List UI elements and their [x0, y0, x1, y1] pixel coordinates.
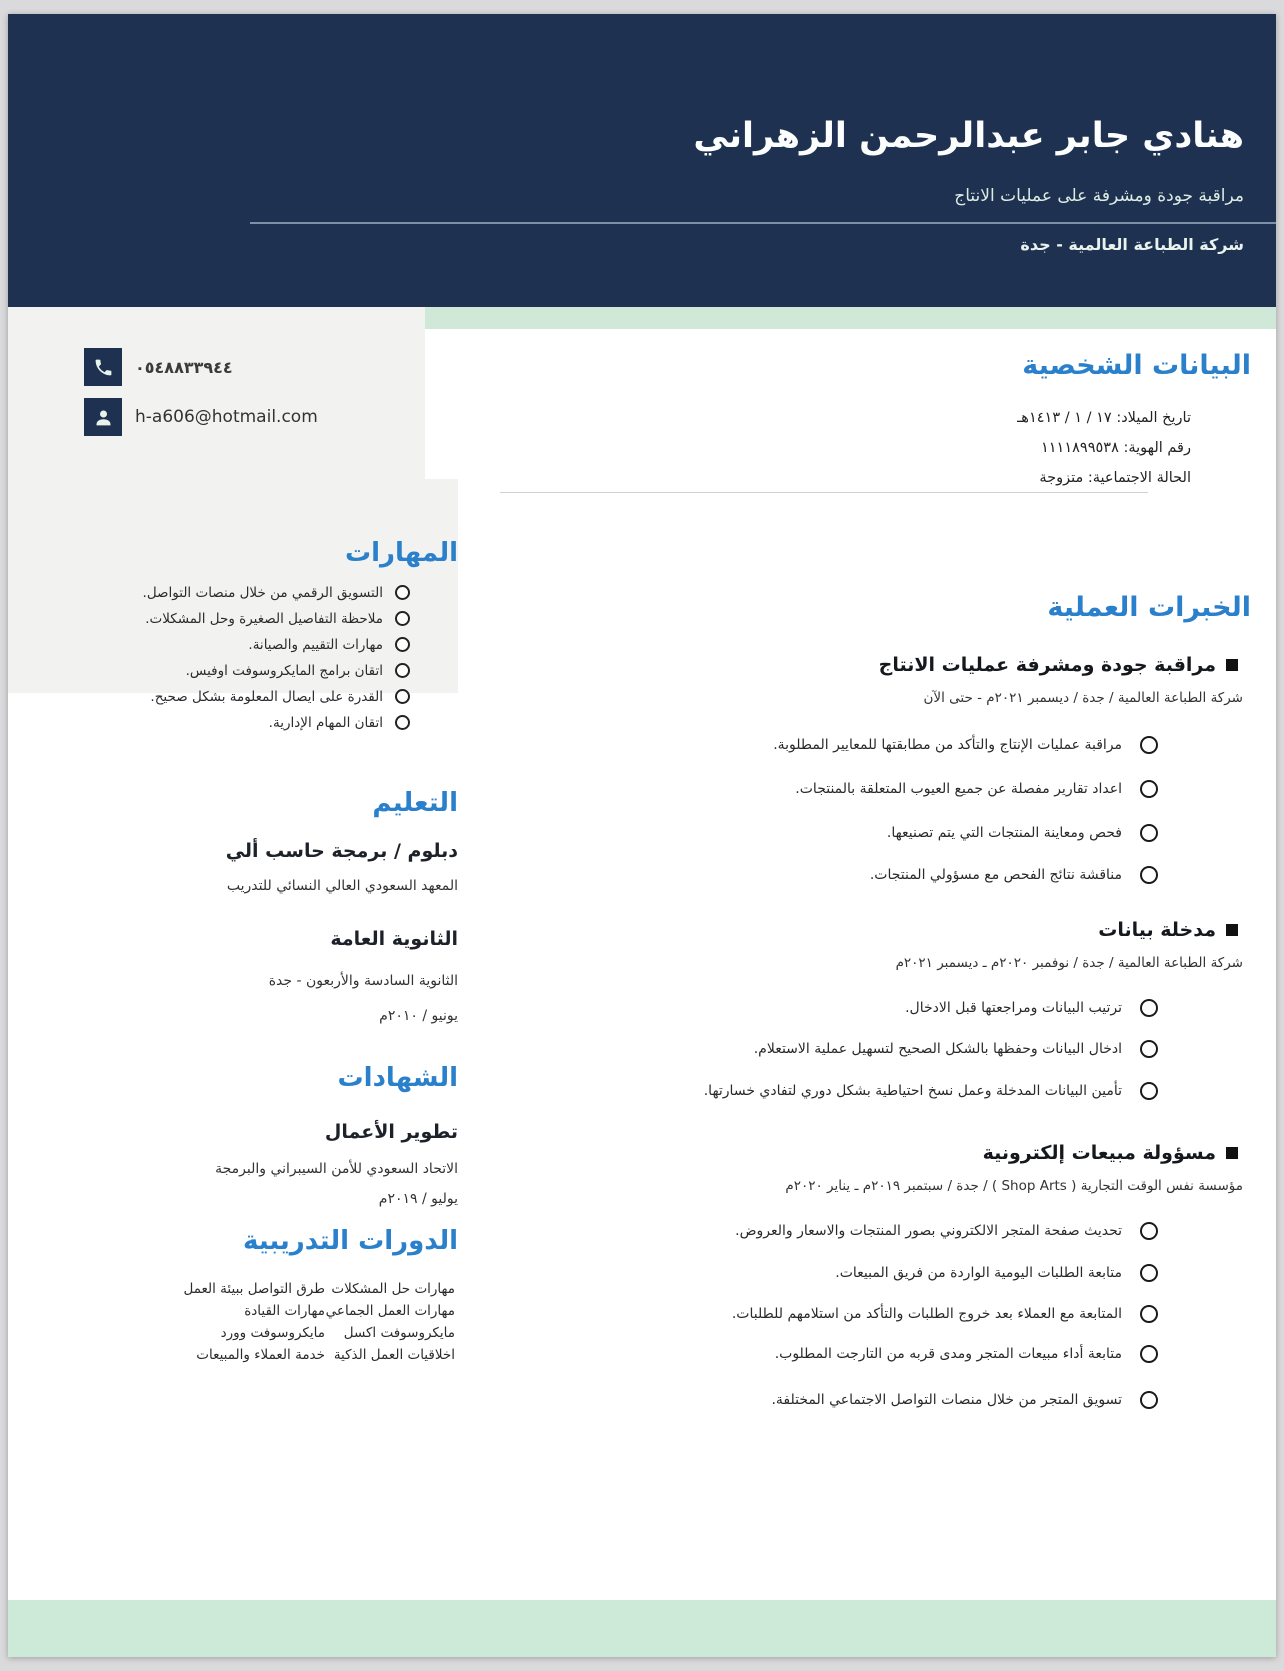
- circle-bullet-icon: [1140, 780, 1158, 798]
- circle-bullet-icon: [395, 689, 410, 704]
- skill-item: [8, 610, 458, 627]
- job-title-label: مدخلة بيانات: [1098, 919, 1216, 941]
- job-meta: شركة الطباعة العالمية / جدة / نوفمبر ٢٠٢٠م ـ ديسمبر ٢٠٢١م: [895, 955, 1243, 971]
- job-bullet-text: تحديث صفحة المتجر الالكتروني بصور المنتجات والاسعار والعروض.: [735, 1223, 1122, 1239]
- circle-bullet-icon: [395, 663, 410, 678]
- skill-label: التسويق الرقمي من خلال منصات التواصل.: [142, 584, 383, 601]
- certificate-issuer: الاتحاد السعودي للأمن السيبراني والبرمجة: [215, 1161, 458, 1177]
- personal-section-title: البيانات الشخصية: [1022, 350, 1251, 381]
- circle-bullet-icon: [395, 585, 410, 600]
- skill-label: مهارات التقييم والصيانة.: [248, 636, 383, 653]
- job-meta: مؤسسة نفس الوقت التجارية ( Shop Arts ) / جدة / سبتمبر ٢٠١٩م ـ يناير ٢٠٢٠م: [785, 1178, 1243, 1194]
- circle-bullet-icon: [1140, 1264, 1158, 1282]
- job-bullet-text: المتابعة مع العملاء بعد خروج الطلبات والتأكد من استلامهم للطلبات.: [731, 1306, 1122, 1322]
- circle-bullet-icon: [1140, 824, 1158, 842]
- circle-bullet-icon: [1140, 1040, 1158, 1058]
- course-item: مهارات القيادة: [244, 1303, 325, 1319]
- job-bullet: [775, 1345, 1158, 1363]
- section-divider: [500, 492, 1148, 493]
- phone-row: [84, 347, 233, 387]
- skill-item: [8, 688, 458, 705]
- job-bullet: [887, 824, 1158, 842]
- resume-page: [8, 14, 1276, 1657]
- job-bullet-text: مراقبة عمليات الإنتاج والتأكد من مطابقتها للمعايير المطلوبة.: [773, 737, 1122, 753]
- phone-icon: [84, 348, 122, 386]
- header-banner: [8, 14, 1276, 307]
- job-bullet-text: فحص ومعاينة المنتجات التي يتم تصنيعها.: [886, 825, 1122, 841]
- circle-bullet-icon: [1140, 1391, 1158, 1409]
- job-bullet: [704, 1082, 1158, 1100]
- course-item: مايكروسوفت اكسل: [343, 1325, 455, 1341]
- job-bullet-text: متابعة الطلبات اليومية الواردة من فريق المبيعات.: [835, 1265, 1122, 1281]
- sidebar-contact-panel: [8, 307, 425, 481]
- education-school: الثانوية السادسة والأربعون - جدة: [268, 973, 458, 989]
- certificate-name: تطوير الأعمال: [324, 1121, 458, 1143]
- job-bullet-text: تأمين البيانات المدخلة وعمل نسخ احتياطية بشكل دوري لتفادي خسارتها.: [703, 1083, 1122, 1099]
- circle-bullet-icon: [395, 637, 410, 652]
- education-degree: دبلوم / برمجة حاسب ألي: [225, 840, 458, 862]
- job-title: [983, 1142, 1238, 1164]
- person-icon: [84, 398, 122, 436]
- job-bullet: [905, 999, 1158, 1017]
- square-bullet-icon: [1226, 924, 1238, 936]
- circle-bullet-icon: [395, 611, 410, 626]
- job-bullet: [735, 1222, 1158, 1240]
- job-bullet-text: تسويق المتجر من خلال منصات التواصل الاجتماعي المختلفة.: [771, 1392, 1122, 1408]
- certificates-section-title: الشهادات: [337, 1063, 458, 1093]
- skill-label: القدرة على ايصال المعلومة بشكل صحيح.: [150, 688, 383, 705]
- circle-bullet-icon: [1140, 1345, 1158, 1363]
- skills-section-title: المهارات: [344, 538, 458, 568]
- skill-label: اتقان برامج المايكروسوفت اوفيس.: [185, 662, 383, 679]
- square-bullet-icon: [1226, 659, 1238, 671]
- circle-bullet-icon: [1140, 1082, 1158, 1100]
- job-bullet-text: مناقشة نتائج الفحص مع مسؤولي المنتجات.: [869, 867, 1122, 883]
- education-section-title: التعليم: [372, 788, 458, 818]
- skill-label: ملاحظة التفاصيل الصغيرة وحل المشكلات.: [145, 610, 383, 627]
- job-bullet-text: ادخال البيانات وحفظها بالشكل الصحيح لتسهيل عملية الاستعلام.: [753, 1041, 1122, 1057]
- skills-list: [8, 584, 458, 731]
- top-green-strip: [425, 307, 1276, 329]
- course-item: مايكروسوفت وورد: [220, 1325, 325, 1341]
- job-bullet: [754, 1040, 1158, 1058]
- course-item: مهارات حل المشكلات: [331, 1281, 455, 1297]
- job-bullet-text: متابعة أداء مبيعات المتجر ومدى قربه من التارجت المطلوب.: [774, 1346, 1122, 1362]
- circle-bullet-icon: [1140, 736, 1158, 754]
- course-item: مهارات العمل الجماعي: [325, 1303, 455, 1319]
- course-item: طرق التواصل ببيئة العمل: [183, 1281, 325, 1297]
- job-title: [1098, 919, 1238, 941]
- skill-item: [8, 584, 458, 601]
- courses-section-title: الدورات التدريبية: [243, 1226, 458, 1256]
- education-school: المعهد السعودي العالي النسائي للتدريب: [226, 878, 458, 894]
- header-divider: [250, 222, 1276, 224]
- course-item: خدمة العملاء والمبيعات: [196, 1347, 325, 1363]
- circle-bullet-icon: [1140, 999, 1158, 1017]
- job-meta: شركة الطباعة العالمية / جدة / ديسمبر ٢٠٢١م - حتى الآن: [923, 690, 1243, 706]
- course-item: اخلاقيات العمل الذكية: [333, 1347, 455, 1363]
- circle-bullet-icon: [395, 715, 410, 730]
- candidate-job-title: مراقبة جودة ومشرفة على عمليات الانتاج: [954, 186, 1244, 206]
- skill-item: [8, 662, 458, 679]
- job-bullet: [795, 780, 1158, 798]
- job-bullet: [870, 866, 1158, 884]
- education-date: يونيو / ٢٠١٠م: [379, 1008, 458, 1024]
- marital-status: الحالة الاجتماعية: متزوجة: [1039, 470, 1191, 486]
- certificate-date: يوليو / ٢٠١٩م: [378, 1191, 458, 1207]
- email-row: [84, 397, 318, 437]
- experience-section-title: الخبرات العملية: [1047, 592, 1251, 623]
- skill-label: اتقان المهام الإدارية.: [268, 714, 383, 731]
- job-bullet: [835, 1264, 1158, 1282]
- courses-table: [8, 1281, 455, 1363]
- job-bullet: [732, 1305, 1158, 1323]
- job-title-label: مراقبة جودة ومشرفة عمليات الانتاج: [878, 654, 1216, 676]
- circle-bullet-icon: [1140, 1305, 1158, 1323]
- bottom-green-strip: [8, 1600, 1276, 1657]
- job-bullet-text: اعداد تقارير مفصلة عن جميع العيوب المتعلقة بالمنتجات.: [795, 781, 1122, 797]
- job-title-label: مسؤولة مبيعات إلكترونية: [982, 1142, 1216, 1164]
- circle-bullet-icon: [1140, 866, 1158, 884]
- job-bullet: [773, 736, 1158, 754]
- id-number: رقم الهوية: ١١١١٨٩٩٥٣٨: [1040, 440, 1191, 456]
- skill-item: [8, 714, 458, 731]
- phone-number: ٠٥٤٨٨٣٣٩٤٤: [135, 357, 233, 377]
- job-bullet: [771, 1391, 1158, 1409]
- square-bullet-icon: [1226, 1147, 1238, 1159]
- job-bullet-text: ترتيب البيانات ومراجعتها قبل الادخال.: [905, 1000, 1122, 1016]
- candidate-name: هنادي جابر عبدالرحمن الزهراني: [693, 116, 1244, 156]
- circle-bullet-icon: [1140, 1222, 1158, 1240]
- birth-date: تاريخ الميلاد: ١٧ / ١ / ١٤١٣هـ: [1017, 410, 1191, 426]
- education-degree: الثانوية العامة: [330, 928, 458, 950]
- skill-item: [8, 636, 458, 653]
- email-address[interactable]: h-a606@hotmail.com: [135, 407, 318, 427]
- candidate-company: شركة الطباعة العالمية - جدة: [1020, 235, 1244, 254]
- job-title: [879, 654, 1238, 676]
